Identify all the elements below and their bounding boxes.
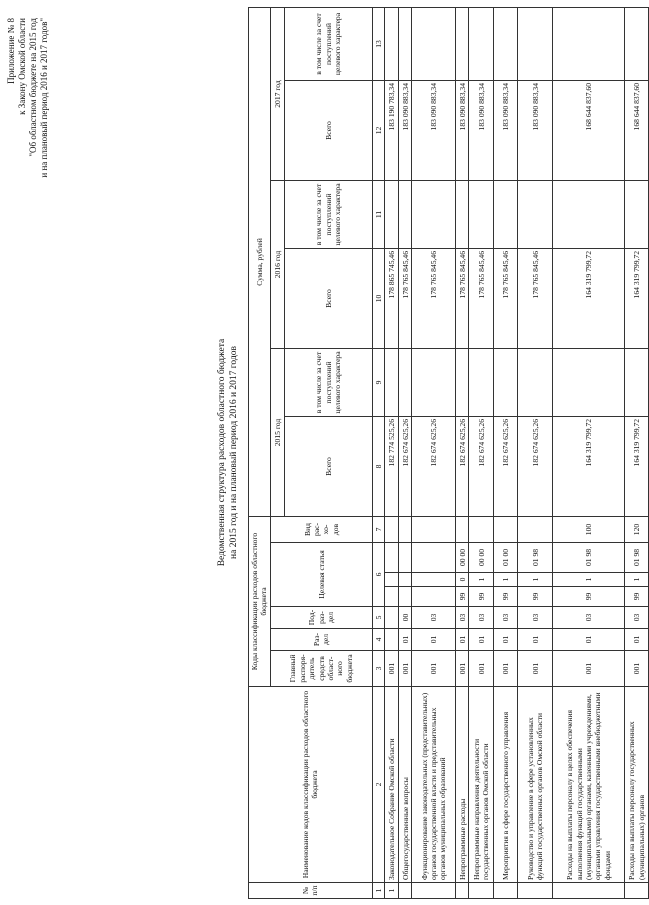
row-target-2015 — [553, 349, 625, 417]
row-sum-2015: 182 674 625,26 — [399, 417, 412, 517]
row-podrazdel: 03 — [412, 607, 456, 629]
row-target-2017 — [399, 8, 412, 81]
appendix-number: Приложение № 8 — [6, 18, 16, 84]
row-number — [494, 883, 518, 899]
row-target-2017 — [494, 8, 518, 81]
row-target-2015 — [412, 349, 456, 417]
row-target-2016 — [518, 181, 553, 249]
row-csr-direction: 01 98 — [553, 543, 625, 573]
row-csr-direction: 01 98 — [518, 543, 553, 573]
row-sum-2016: 178 765 845,46 — [469, 249, 494, 349]
row-csr-direction — [385, 543, 399, 573]
row-number: 1 — [385, 883, 399, 899]
row-razdel: 01 — [412, 629, 456, 651]
row-razdel: 01 — [553, 629, 625, 651]
row-sum-2015: 182 674 625,26 — [412, 417, 456, 517]
table-row — [385, 8, 399, 899]
row-csr-direction — [399, 543, 412, 573]
row-glav: 001 — [399, 651, 412, 687]
row-csr-program: 99 — [553, 587, 625, 607]
row-target-2017 — [625, 8, 649, 81]
row-csr-sub — [385, 573, 399, 587]
row-sum-2017: 183 090 883,34 — [469, 81, 494, 181]
title-line-1: Ведомственная структура расходов областного бюджета — [217, 338, 227, 567]
appendix-law-period: и на плановый период 2016 и 2017 годов" — [39, 18, 49, 178]
header-2017-total: Всего — [284, 81, 372, 181]
row-csr-program — [385, 587, 399, 607]
row-target-2017 — [518, 8, 553, 81]
row-glav: 001 — [456, 651, 469, 687]
row-vr — [456, 517, 469, 543]
table-row — [625, 8, 649, 899]
row-sum-2015: 182 774 525,26 — [385, 417, 399, 517]
table-row — [399, 8, 412, 899]
header-2015-total: Всего — [284, 417, 372, 517]
row-name: Функционирование законодательных (представительных) органов государственной власти и представительных органов муниципальных образований — [412, 687, 456, 883]
row-sum-2016: 178 865 745,46 — [385, 249, 399, 349]
row-csr-program: 99 — [625, 587, 649, 607]
row-target-2016 — [469, 181, 494, 249]
row-sum-2017: 168 644 837,60 — [553, 81, 625, 181]
colnum: 11 — [372, 181, 384, 249]
row-target-2017 — [469, 8, 494, 81]
row-vr: 120 — [625, 517, 649, 543]
row-target-2016 — [625, 181, 649, 249]
header-vr: Вид рас-хо-дов — [270, 517, 372, 543]
appendix-law: к Закону Омской области — [17, 18, 27, 115]
appendix-header — [6, 18, 50, 338]
row-razdel — [385, 629, 399, 651]
row-vr — [399, 517, 412, 543]
row-csr-sub — [399, 573, 412, 587]
row-podrazdel: 03 — [518, 607, 553, 629]
header-sum: Сумма, рублей — [249, 8, 271, 517]
row-glav: 001 — [385, 651, 399, 687]
row-csr-direction: 00 00 — [456, 543, 469, 573]
row-number — [399, 883, 412, 899]
row-podrazdel: 03 — [553, 607, 625, 629]
table-row — [518, 8, 553, 899]
row-sum-2015: 182 674 625,26 — [456, 417, 469, 517]
table-row — [469, 8, 494, 899]
title-line-2: на 2015 год и на плановый период 2016 и 2017 годов — [229, 346, 239, 559]
appendix-law-title: "Об областном бюджете на 2015 год — [28, 18, 38, 157]
row-vr — [385, 517, 399, 543]
row-csr-sub: 0 — [456, 573, 469, 587]
colnum: 8 — [372, 417, 384, 517]
row-csr-sub: 1 — [518, 573, 553, 587]
row-target-2016 — [494, 181, 518, 249]
row-sum-2017: 183 090 883,34 — [456, 81, 469, 181]
row-target-2016 — [456, 181, 469, 249]
row-name: Непрограммные направления деятельности государственных органов Омской области — [469, 687, 494, 883]
colnum: 9 — [372, 349, 384, 417]
row-podrazdel: 03 — [456, 607, 469, 629]
row-vr — [412, 517, 456, 543]
row-sum-2016: 164 319 799,72 — [625, 249, 649, 349]
row-name: Расходы на выплаты персоналу в целях обеспечения выполнения функций государственными (муниципальными) органами, казенными учреждениями, органами управления государственными внебюджетными фондами — [553, 687, 625, 883]
row-name: Руководство и управление в сфере установленных функций государственных органов Омской области — [518, 687, 553, 883]
row-vr: 100 — [553, 517, 625, 543]
row-podrazdel: 00 — [399, 607, 412, 629]
header-podrazdel: Под-раз-дел — [270, 607, 372, 629]
row-sum-2017: 168 644 837,60 — [625, 81, 649, 181]
row-csr-program: 99 — [469, 587, 494, 607]
row-csr-program — [412, 587, 456, 607]
row-razdel: 01 — [494, 629, 518, 651]
column-numbers-row — [372, 8, 384, 899]
row-csr-program: 99 — [456, 587, 469, 607]
header-codes: Коды классификации расходов областного бюджета — [249, 517, 271, 687]
row-razdel: 01 — [399, 629, 412, 651]
header-2015: 2015 год — [270, 349, 284, 517]
row-target-2016 — [412, 181, 456, 249]
row-razdel: 01 — [469, 629, 494, 651]
row-csr-sub: 1 — [625, 573, 649, 587]
row-sum-2015: 182 674 625,26 — [494, 417, 518, 517]
row-sum-2016: 178 765 845,46 — [518, 249, 553, 349]
row-csr-program: 99 — [494, 587, 518, 607]
table-row — [456, 8, 469, 899]
colnum: 7 — [372, 517, 384, 543]
colnum: 6 — [372, 543, 384, 607]
header-2015-target: в том числе за счет поступлений целевого характера — [284, 349, 372, 417]
row-sum-2015: 164 319 799,72 — [553, 417, 625, 517]
row-csr-direction: 01 98 — [625, 543, 649, 573]
row-csr-direction: 00 00 — [469, 543, 494, 573]
header-glav: Главный распоря-дитель средств област-ного бюджета — [270, 651, 372, 687]
row-podrazdel: 03 — [494, 607, 518, 629]
table-row — [494, 8, 518, 899]
header-2016-target: в том числе за счет поступлений целевого характера — [284, 181, 372, 249]
row-name: Мероприятия в сфере государственного управления — [494, 687, 518, 883]
row-name: Непрограммные расходы — [456, 687, 469, 883]
colnum: 13 — [372, 8, 384, 81]
header-2017-target: в том числе за счет поступлений целевого характера — [284, 8, 372, 81]
row-target-2015 — [385, 349, 399, 417]
header-csr: Целевая статья — [270, 543, 372, 607]
row-target-2015 — [456, 349, 469, 417]
row-glav: 001 — [625, 651, 649, 687]
colnum: 3 — [372, 651, 384, 687]
colnum: 5 — [372, 607, 384, 629]
row-vr — [469, 517, 494, 543]
row-target-2016 — [553, 181, 625, 249]
row-podrazdel: 03 — [625, 607, 649, 629]
row-sum-2016: 164 319 799,72 — [553, 249, 625, 349]
row-target-2017 — [456, 8, 469, 81]
row-number — [518, 883, 553, 899]
row-sum-2016: 178 765 845,46 — [494, 249, 518, 349]
expenditure-table — [248, 7, 649, 899]
document-title — [216, 0, 240, 905]
row-target-2015 — [494, 349, 518, 417]
row-vr — [494, 517, 518, 543]
header-razdel: Раз-дел — [270, 629, 372, 651]
row-target-2015 — [518, 349, 553, 417]
header-2017: 2017 год — [270, 8, 284, 181]
row-glav: 001 — [553, 651, 625, 687]
colnum: 4 — [372, 629, 384, 651]
row-number — [625, 883, 649, 899]
row-sum-2017: 183 090 883,34 — [399, 81, 412, 181]
row-sum-2015: 164 319 799,72 — [625, 417, 649, 517]
row-sum-2017: 183 190 783,34 — [385, 81, 399, 181]
row-name: Законодательное Собрание Омской области — [385, 687, 399, 883]
row-target-2016 — [385, 181, 399, 249]
colnum: 1 — [372, 883, 384, 899]
row-csr-program — [399, 587, 412, 607]
row-csr-sub: 1 — [494, 573, 518, 587]
row-number — [412, 883, 456, 899]
colnum: 12 — [372, 81, 384, 181]
row-razdel: 01 — [625, 629, 649, 651]
row-razdel: 01 — [456, 629, 469, 651]
row-sum-2016: 178 765 845,46 — [399, 249, 412, 349]
row-target-2017 — [385, 8, 399, 81]
row-number — [456, 883, 469, 899]
row-sum-2015: 182 674 625,26 — [518, 417, 553, 517]
row-sum-2017: 183 090 883,34 — [494, 81, 518, 181]
row-name: Расходы на выплаты персоналу государственных (муниципальных) органов — [625, 687, 649, 883]
row-csr-sub: 1 — [553, 573, 625, 587]
row-sum-2016: 178 765 845,46 — [456, 249, 469, 349]
row-podrazdel: 03 — [469, 607, 494, 629]
colnum: 10 — [372, 249, 384, 349]
row-target-2015 — [625, 349, 649, 417]
row-sum-2015: 182 674 625,26 — [469, 417, 494, 517]
row-csr-sub: 1 — [469, 573, 494, 587]
row-csr-direction — [412, 543, 456, 573]
row-glav: 001 — [469, 651, 494, 687]
header-num: № п/п — [249, 883, 373, 899]
header-name: Наименование кодов классификации расходов областного бюджета — [249, 687, 373, 883]
row-target-2015 — [399, 349, 412, 417]
row-vr — [518, 517, 553, 543]
row-number — [469, 883, 494, 899]
header-2016: 2016 год — [270, 181, 284, 349]
row-number — [553, 883, 625, 899]
row-target-2016 — [399, 181, 412, 249]
row-sum-2016: 178 765 845,46 — [412, 249, 456, 349]
row-sum-2017: 183 090 883,34 — [412, 81, 456, 181]
row-target-2015 — [469, 349, 494, 417]
row-razdel: 01 — [518, 629, 553, 651]
row-sum-2017: 183 090 883,34 — [518, 81, 553, 181]
row-podrazdel — [385, 607, 399, 629]
header-2016-total: Всего — [284, 249, 372, 349]
row-target-2017 — [412, 8, 456, 81]
row-glav: 001 — [518, 651, 553, 687]
table-row — [553, 8, 625, 899]
row-csr-program: 99 — [518, 587, 553, 607]
row-csr-sub — [412, 573, 456, 587]
row-glav: 001 — [494, 651, 518, 687]
table-row — [412, 8, 456, 899]
colnum: 2 — [372, 687, 384, 883]
row-glav: 001 — [412, 651, 456, 687]
row-csr-direction: 01 00 — [494, 543, 518, 573]
row-name: Общегосударственные вопросы — [399, 687, 412, 883]
row-target-2017 — [553, 8, 625, 81]
